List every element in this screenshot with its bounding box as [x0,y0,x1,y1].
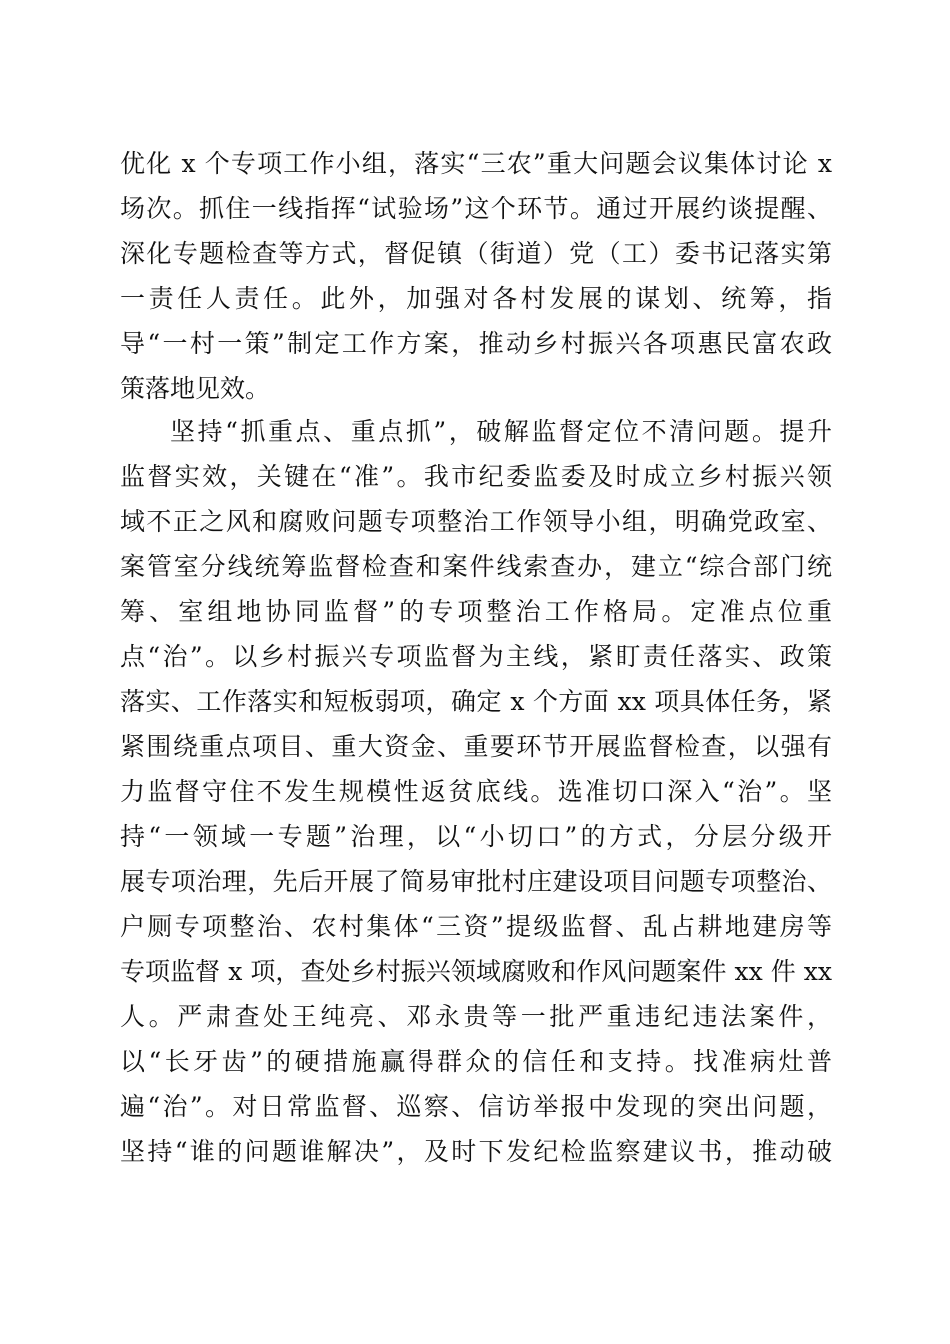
text-line: 域不正之风和腐败问题专项整治工作领导小组，明确党政室、 [120,507,832,536]
text-line: 落实、工作落实和短板弱项，确定 x 个方面 xx 项具体任务，紧 [120,687,832,716]
text-line: 坚持“谁的问题谁解决”，及时下发纪检监察建议书，推动破 [120,1137,832,1166]
text-line: 案管室分线统筹监督检查和案件线索查办，建立“综合部门统 [120,552,832,581]
text-line: 紧围绕重点项目、重大资金、重要环节开展监督检查，以强有 [120,732,832,761]
text-line: 策落地见效。 [120,374,271,403]
text-line: 力监督守住不发生规模性返贫底线。选准切口深入“治”。坚 [120,777,832,806]
paragraph-2 [120,409,832,1174]
text-line: 筹、室组地协同监督”的专项整治工作格局。定准点位重 [120,597,832,626]
text-line: 场次。抓住一线指挥“试验场”这个环节。通过开展约谈提醒、 [120,194,832,223]
text-line: 坚持“抓重点、重点抓”，破解监督定位不清问题。提升 [170,417,832,446]
text-line: 优化 x 个专项工作小组，落实“三农”重大问题会议集体讨论 x [120,149,832,178]
text-line: 一责任人责任。此外，加强对各村发展的谋划、统筹，指 [120,284,832,313]
text-line: 人。严肃查处王纯亮、邓永贵等一批严重违纪违法案件， [120,1002,832,1031]
paragraph-1 [120,141,832,411]
text-line: 持“一领域一专题”治理，以“小切口”的方式，分层分级开 [120,822,832,851]
text-line: 户厕专项整治、农村集体“三资”提级监督、乱占耕地建房等 [120,912,832,941]
text-line: 专项监督 x 项，查处乡村振兴领域腐败和作风问题案件 xx 件 xx [120,957,832,986]
text-line: 展专项治理，先后开展了简易审批村庄建设项目问题专项整治、 [120,867,832,896]
text-line: 遍“治”。对日常监督、巡察、信访举报中发现的突出问题， [120,1092,832,1121]
text-line: 导“一村一策”制定工作方案，推动乡村振兴各项惠民富农政 [120,329,832,358]
text-line: 以“长牙齿”的硬措施赢得群众的信任和支持。找准病灶普 [120,1047,832,1076]
text-line: 点“治”。以乡村振兴专项监督为主线，紧盯责任落实、政策 [120,642,832,671]
text-line: 深化专题检查等方式，督促镇（街道）党（工）委书记落实第 [120,239,832,268]
text-line: 监督实效，关键在“准”。我市纪委监委及时成立乡村振兴领 [120,462,832,491]
